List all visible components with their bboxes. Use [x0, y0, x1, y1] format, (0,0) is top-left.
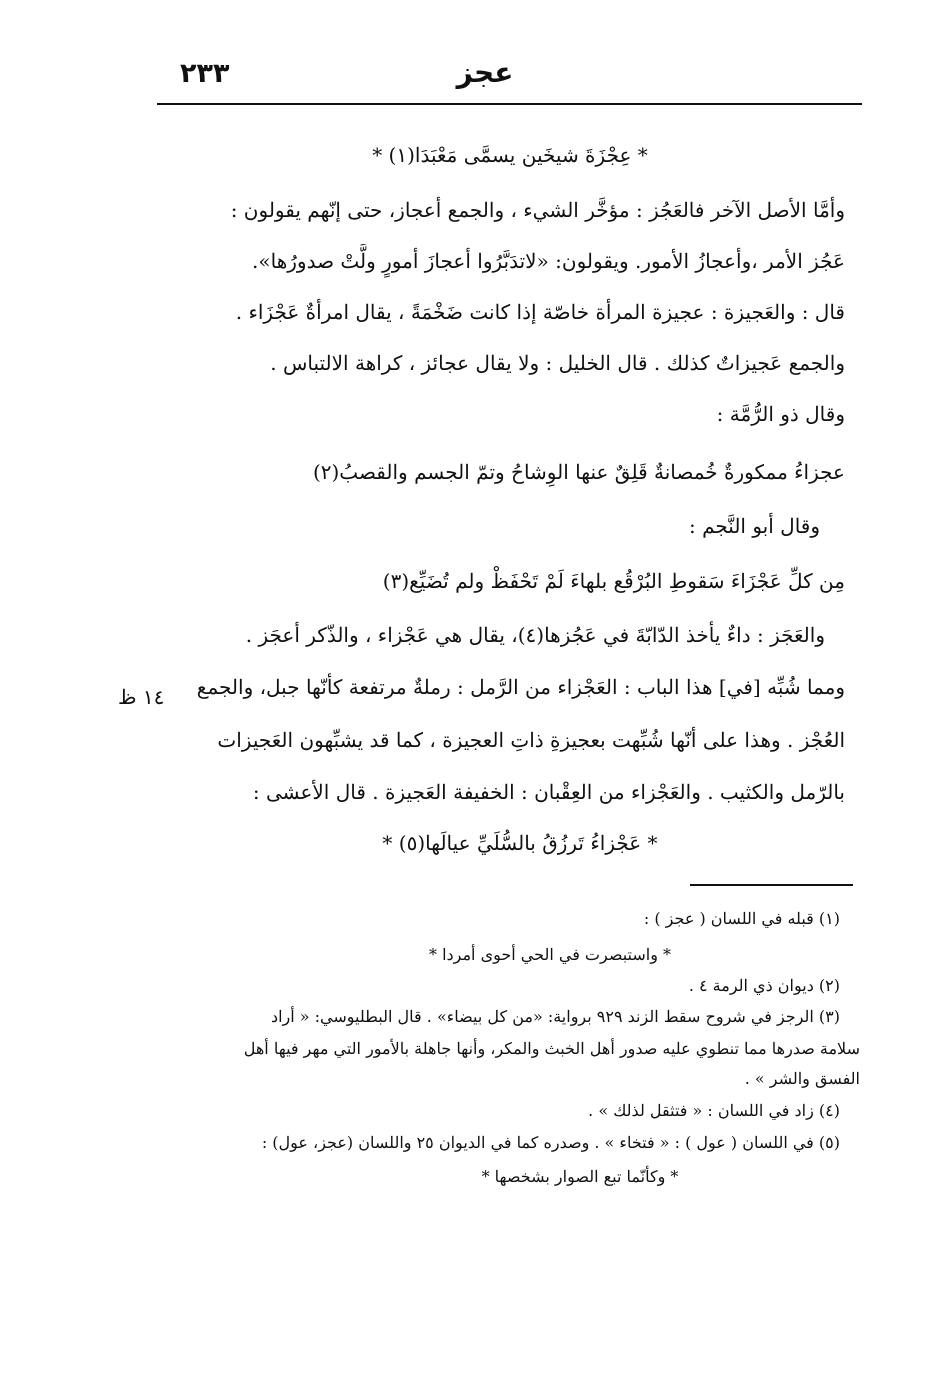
footnote-line: (٥) في اللسان ( عول ) : « فتخاء » . وصدره كما في الديوان ٢٥ واللسان (عجز، عول) :: [261, 1133, 840, 1152]
text-line: ومما شُبِّه [في] هذا الباب : العَجْزاء من الرَّمل : رملةٌ مرتفعة كأنّها جبل، والجمع: [196, 675, 845, 699]
text-line: العُجْز . وهذا على أنّها شُبِّهت بعجيزةِ ذاتِ العجيزة ، كما قد يشبِّهون العَجيزات: [217, 728, 845, 752]
header-divider: [157, 103, 862, 105]
text-line: وأمَّا الأصل الآخر فالعَجُز : مؤخَّر الشيء ، والجمع أعجاز، حتى إنّهم يقولون :: [230, 198, 845, 222]
verse-line: مِن كلِّ عَجْزَاءَ سَقوطِ البُرْقُع بلهاءَ لَمْ تَحْفَظْ ولم تُضَيِّع(٣): [382, 569, 845, 593]
text-line: قال : والعَجيزة : عجيزة المرأة خاصّة إذا كانت ضَخْمَةً ، يقال امرأةٌ عَجْزَاء .: [235, 300, 845, 324]
footnote-line: (٤) زاد في اللسان : « فتثقل لذلك » .: [588, 1101, 840, 1120]
footnote-line: (٣) الرجز في شروح سقط الزند ٩٢٩ برواية: «من كل بيضاء» . قال البطليوسي: « أراد: [270, 1007, 840, 1026]
footnote-line: الفسق والشر » .: [744, 1069, 860, 1088]
verse-line: * عَجْزاءُ تَرزُقُ بالسُّلَيِّ عيالَها(٥) *: [382, 831, 658, 855]
verse-line: عجزاءُ ممكورةٌ خُمصانةٌ قَلِقٌ عنها الوِشاحُ وتمّ الجسم والقصبُ(٢): [312, 460, 845, 484]
text-line: والجمع عَجيزاتٌ كذلك . قال الخليل : ولا يقال عجائز ، كراهة الالتباس .: [270, 351, 845, 375]
footnote-divider: [690, 884, 853, 886]
text-line: والعَجَز : داءٌ يأخذ الدّابّةَ في عَجُزها(٤)، يقال هي عَجْزاء ، والذّكر أعجَز .: [245, 623, 825, 647]
text-line: وقال أبو النَّجم :: [688, 514, 820, 538]
footnote-line: (١) قبله في اللسان ( عجز ) :: [643, 909, 840, 928]
verse-line: * عِجْزَةَ شيخَين يسمَّى مَعْبَدَا(١) *: [372, 143, 648, 167]
footnote-line: سلامة صدرها مما تنطوي عليه صدور أهل الخبث والمكر، وأنها جاهلة بالأمور التي مهر فيها أهل: [243, 1039, 860, 1058]
text-line: بالرّمل والكثيب . والعَجْزاء من العِقْبان : الخفيفة العَجيزة . قال الأعشى :: [252, 780, 845, 804]
page-number: ٢٣٣: [180, 58, 230, 89]
text-line: عَجُز الأمر ،وأعجازُ الأمور. ويقولون: «لاتدَبَّرُوا أعجازَ أمورٍ ولَّتْ صدورُها».: [252, 249, 845, 273]
text-line: وقال ذو الرُّمَّة :: [716, 402, 845, 426]
running-header: عجز: [456, 56, 514, 89]
footnote-verse: * وكأنّما تبع الصوار بشخصها *: [481, 1167, 679, 1186]
footnote-line: (٢) ديوان ذي الرمة ٤ .: [688, 976, 840, 995]
footnote-verse: * واستبصرت في الحي أحوى أمردا *: [428, 945, 672, 964]
margin-note: ١٤ ظ: [118, 685, 165, 709]
